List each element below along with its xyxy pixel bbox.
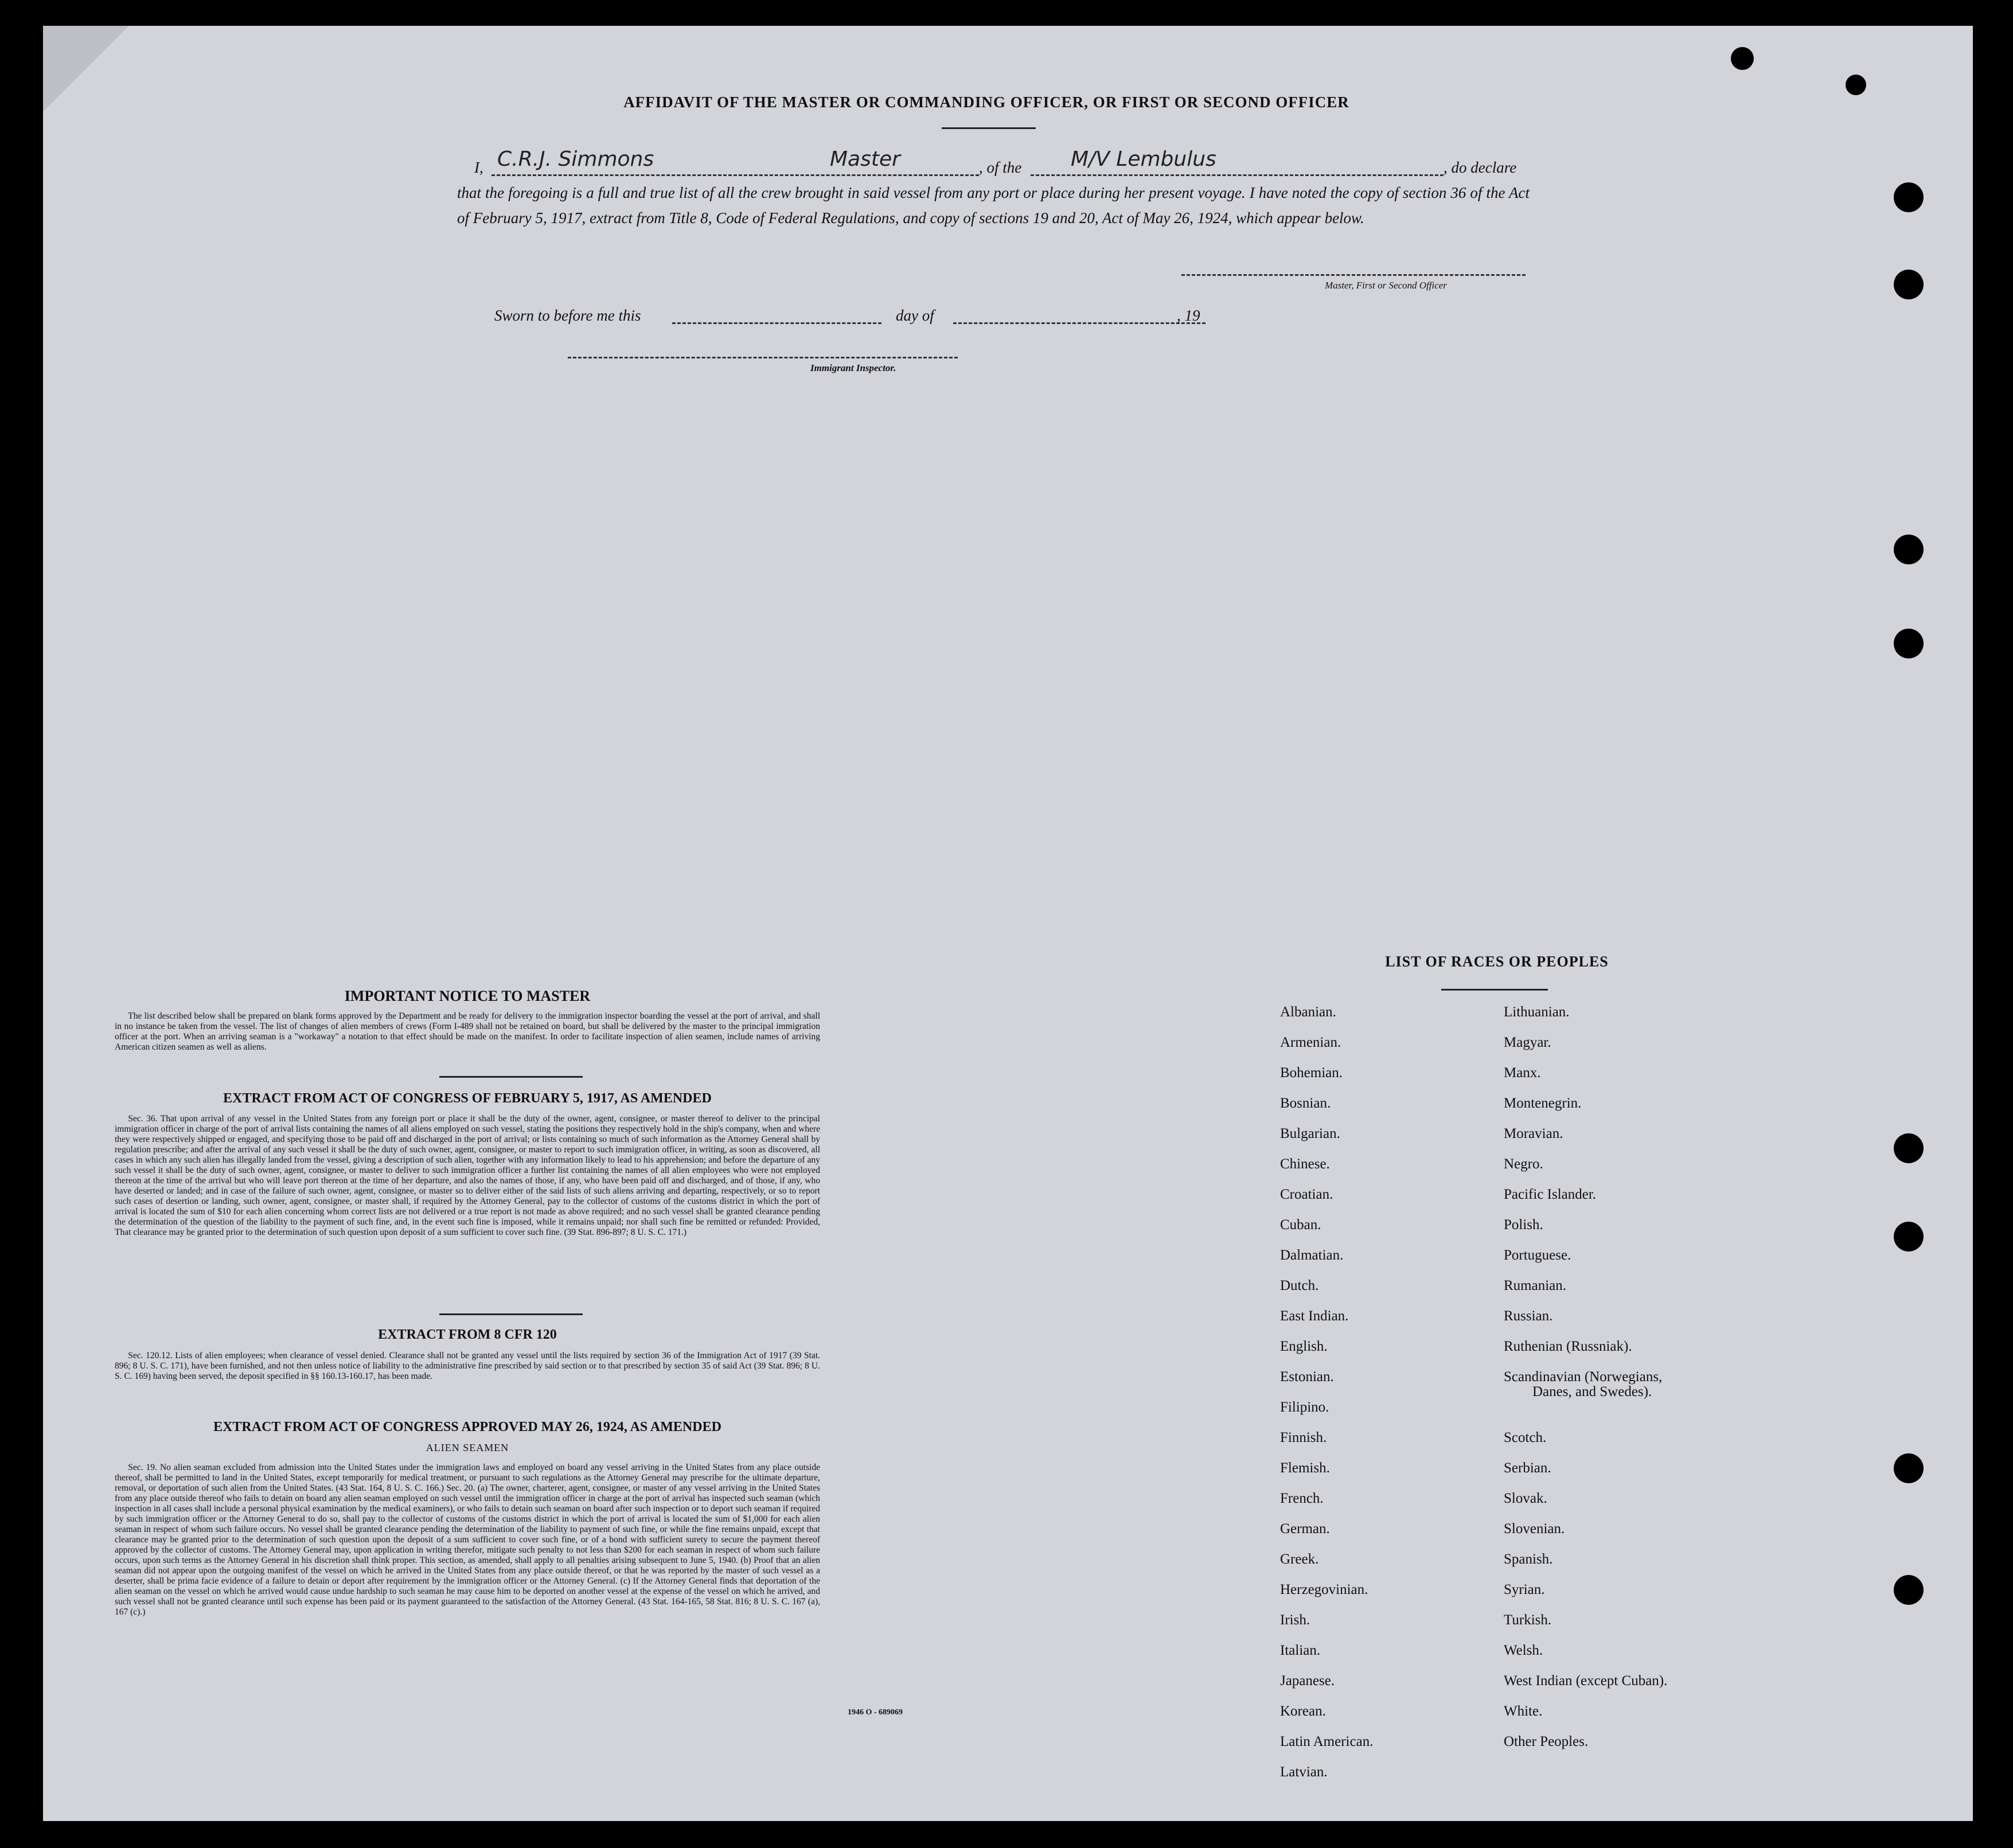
race-item: Albanian. — [1280, 1004, 1336, 1020]
race-item: West Indian (except Cuban). — [1504, 1673, 1668, 1689]
races-title-rule — [1441, 989, 1548, 991]
prefix: I, — [474, 159, 483, 176]
print-code: 1946 O - 689069 — [848, 1708, 903, 1717]
race-item: Rumanian. — [1504, 1278, 1567, 1293]
extract-1917-title: EXTRACT FROM ACT OF CONGRESS OF FEBRUARY 5, 1917, AS AMENDED — [223, 1091, 712, 1106]
sworn-month-line — [953, 322, 1206, 324]
sworn-day-line — [672, 322, 881, 324]
race-item: East Indian. — [1280, 1308, 1349, 1324]
binder-hole — [1894, 629, 1924, 658]
race-item: Bohemian. — [1280, 1065, 1343, 1081]
notice-body: The list described below shall be prepared on blank forms approved by the Department and be ready for delivery to the immigration inspector boarding the vessel at the port of arrival, and shall in no instance be taken from the vessel. The list of changes of alien members of crews (Form I-489 shall not be retained on board, but shall be delivered by the master to the principal immigration officer at the port. When an arriving seaman is a "workaway" a notation to that effect should be made on the manifest. In order to facilitate inspection of alien seamen, include names of arriving American citizen seamen as well as aliens. — [115, 1011, 820, 1052]
officer-name: C.R.J. Simmons — [497, 147, 654, 171]
binder-hole — [1894, 1222, 1924, 1252]
of-the: , of the — [979, 159, 1022, 176]
extract-1924-body: Sec. 19. No alien seaman excluded from admission into the United States under the immigration laws and employed on board any vessel arriving in the United States from any place outside thereof, shall be permitted to land in the United States, except temporarily for medical treatment, or pursuant to such regulations as the Attorney General may prescribe for the ultimate departure, removal, or deportation of such alien from the United States. (43 Stat. 164, 8 U. S. C. 166.) Sec. 20. (a) The owner, charterer, agent, consignee, or master of any vessel arriving in the United States from any place outside thereof who fails to detain on board any alien seaman employed on such vessel until the immigration officer in charge at the port of arrival has inspected such seaman (which inspection in all cases shall include a personal physical examination by the medical examiners), or who fails to detain such seaman on board after such inspection or to deport such seaman if required by such immigration officer or the Attorney General to do so, shall pay to the collector of customs of the customs district in which the port of arrival is located the sum of $1,000 for each alien seaman in respect of whom such failure occurs. No vessel shall be granted clearance pending the determination of the liability to payment of such fine, or while the fine remains unpaid, except that clearance may be granted prior to the determination of such question upon the deposit of a sum sufficient to cover such fine, or of a bond with sufficient surety to secure the payment thereof approved by the collector of customs. The Attorney General may, upon application in writing therefor, mitigate such penalty to not less than $200 for each seaman in respect of whom such failure occurs, upon such terms as the Attorney General in his discretion shall think proper. This section, as amended, shall apply to all penalties arising subsequent to June 5, 1940. (b) Proof that an alien seaman did not appear upon the outgoing manifest of the vessel on which he arrived in the United States from any place outside thereof, or that he was reported by the master of such vessel as a deserter, shall be prima facie evidence of a failure to detain or deport after requirement by the immigration officer or the Attorney General. (c) If the Attorney General finds that deportation of the alien seaman on the vessel on which he arrived would cause undue hardship to such seaman he may cause him to be deported on another vessel at the expense of the vessel on which he arrived, and such vessel shall not be granted clearance until such expense has been paid or its payment guaranteed to the satisfaction of the Attorney General. (43 Stat. 164-165, 58 Stat. 816; 8 U. S. C. 167 (a), 167 (c).) — [115, 1463, 820, 1617]
signature-line — [1181, 274, 1526, 276]
race-item: Montenegrin. — [1504, 1095, 1582, 1111]
race-item: Manx. — [1504, 1065, 1541, 1081]
binder-hole — [1731, 47, 1754, 70]
race-item: Flemish. — [1280, 1460, 1330, 1476]
race-item: Estonian. — [1280, 1369, 1334, 1385]
section-rule — [439, 1076, 583, 1078]
inspector-caption: Immigrant Inspector. — [810, 362, 896, 373]
race-item: Croatian. — [1280, 1187, 1333, 1202]
sworn-line — [494, 303, 1251, 330]
binder-hole — [1894, 270, 1924, 299]
extract-1917-body: Sec. 36. That upon arrival of any vessel in the United States from any foreign port or place it shall be the duty of the owner, agent, consignee, or master thereof to deliver to the principal immigration officer in charge of the port of arrival lists containing the names of all aliens employed on such vessel, stating the positions they respectively hold in the ship's company, when and where they were respectively shipped or engaged, and specifying those to be paid off and discharged in the port of arrival; or lists containing so much of such information as the Attorney General shall by regulation prescribe; and after the arrival of any such vessel it shall be the duty of such owner, agent, consignee, or master to report to such immigration officer, in writing, as soon as discovered, all cases in which any such alien has illegally landed from the vessel, giving a description of such alien, together with any information likely to lead to his apprehension; and before the departure of any such vessel it shall be the duty of such owner, agent, consignee, or master to deliver to such immigration officer a further list containing the names of all alien employees who were not employed thereon at the time of the arrival but who will leave port thereon at the time of her departure, and also the names of those, if any, who have been paid off and discharged, and of those, if any, who have deserted or landed; and in case of the failure of such owner, agent, consignee, or master so to deliver either of the said lists of such aliens arriving and departing, respectively, or so to report such cases of desertion or landing, such owner, agent, consignee, or master shall, if required by the Attorney General, pay to the collector of customs of the customs district in which the port of arrival is located the sum of $10 for each alien concerning whom correct lists are not delivered or a true report is not made as above required; and no such vessel shall be granted clearance pending the determination of the question of the liability to the payment of such fine, and, in the event such fine is imposed, while it remains unpaid; nor shall such fine be remitted or refunded: Provided, That clearance may be granted prior to the determination of such question upon deposit of a sum sufficient to cover such fine. (39 Stat. 896-897; 8 U. S. C. 171.) — [115, 1114, 820, 1237]
race-item: Bosnian. — [1280, 1095, 1331, 1111]
sworn-text: Sworn to before me this — [494, 307, 641, 324]
race-item: Portuguese. — [1504, 1247, 1571, 1263]
vessel-line — [1031, 174, 1444, 176]
race-item: Cuban. — [1280, 1217, 1321, 1233]
race-item: Scotch. — [1504, 1430, 1547, 1445]
race-item: Latvian. — [1280, 1764, 1328, 1780]
race-item: Latin American. — [1280, 1734, 1374, 1749]
section-rule — [439, 1313, 583, 1315]
race-item: Russian. — [1504, 1308, 1553, 1324]
races-title: LIST OF RACES OR PEOPLES — [1385, 953, 1609, 970]
affidavit-title: AFFIDAVIT OF THE MASTER OR COMMANDING OFFICER, OR FIRST OR SECOND OFFICER — [623, 93, 1349, 111]
race-item: Bulgarian. — [1280, 1126, 1340, 1141]
race-item: Chinese. — [1280, 1156, 1330, 1172]
day-of-text: day of — [896, 307, 934, 324]
extract-cfr-title: EXTRACT FROM 8 CFR 120 — [378, 1327, 557, 1342]
race-item: Syrian. — [1504, 1582, 1545, 1597]
race-item: Finnish. — [1280, 1430, 1327, 1445]
signature-caption: Master, First or Second Officer — [1325, 280, 1447, 291]
race-item: German. — [1280, 1521, 1330, 1537]
race-item: Armenian. — [1280, 1035, 1341, 1050]
race-item: Slovak. — [1504, 1491, 1547, 1506]
vessel-name: M/V Lembulus — [1071, 147, 1216, 171]
binder-hole — [1894, 182, 1924, 212]
race-item: Negro. — [1504, 1156, 1543, 1172]
binder-hole — [1894, 1133, 1924, 1163]
affidavit-declaration: that the foregoing is a full and true list of all the crew brought in said vessel from any port or place during her present voyage. I have noted the copy of section 36 of the Act of February 5, 1917, extract from Title 8, Code of Federal Regulations, and copy of sections 19 and 20, Act of May 26, 1924, which appear below. — [457, 184, 1530, 227]
race-item: Korean. — [1280, 1703, 1326, 1719]
race-item: Danes, and Swedes). — [1532, 1384, 1652, 1399]
folded-corner — [43, 26, 129, 112]
race-item: Irish. — [1280, 1612, 1310, 1628]
race-item: Polish. — [1504, 1217, 1543, 1233]
race-item: French. — [1280, 1491, 1324, 1506]
race-item: Turkish. — [1504, 1612, 1552, 1628]
binder-hole — [1894, 1575, 1924, 1605]
extract-1924-subtitle: ALIEN SEAMEN — [426, 1442, 509, 1453]
race-item: Welsh. — [1504, 1643, 1543, 1658]
binder-hole — [1894, 1453, 1924, 1483]
race-item: Spanish. — [1504, 1551, 1553, 1567]
race-item: White. — [1504, 1703, 1543, 1719]
year-text: , 19 — [1177, 307, 1200, 324]
name-line — [491, 174, 979, 176]
extract-1924-title: EXTRACT FROM ACT OF CONGRESS APPROVED MAY 26, 1924, AS AMENDED — [213, 1420, 721, 1434]
race-item: Magyar. — [1504, 1035, 1551, 1050]
race-item: Herzegovinian. — [1280, 1582, 1368, 1597]
inspector-line — [568, 357, 958, 358]
race-item: Other Peoples. — [1504, 1734, 1589, 1749]
race-item: Scandinavian (Norwegians, — [1504, 1369, 1663, 1385]
race-item: Serbian. — [1504, 1460, 1551, 1476]
race-item: Italian. — [1280, 1643, 1321, 1658]
notice-title: IMPORTANT NOTICE TO MASTER — [344, 988, 591, 1004]
race-item: Dalmatian. — [1280, 1247, 1344, 1263]
affidavit-line1 — [457, 147, 1535, 181]
race-item: Greek. — [1280, 1551, 1319, 1567]
race-item: Pacific Islander. — [1504, 1187, 1597, 1202]
race-item: Japanese. — [1280, 1673, 1335, 1689]
binder-hole — [1846, 75, 1866, 95]
race-item: Slovenian. — [1504, 1521, 1565, 1537]
race-item: Dutch. — [1280, 1278, 1319, 1293]
race-item: Filipino. — [1280, 1399, 1329, 1415]
race-item: English. — [1280, 1339, 1328, 1354]
do-declare: , do declare — [1444, 159, 1517, 176]
title-rule — [942, 127, 1036, 129]
officer-rank: Master — [830, 147, 900, 171]
race-item: Lithuanian. — [1504, 1004, 1570, 1020]
race-item: Moravian. — [1504, 1126, 1563, 1141]
race-item: Ruthenian (Russniak). — [1504, 1339, 1632, 1354]
binder-hole — [1894, 535, 1924, 564]
extract-cfr-body: Sec. 120.12. Lists of alien employees; when clearance of vessel denied. Clearance shall not be granted any vessel until the lists required by section 36 of the Immigration Act of 1917 (39 Stat. 896; 8 U. S. C. 171), have been furnished, and not then unless notice of liability to the administrative fine prescribed by said section or to that prescribed by section 35 of said Act (39 Stat. 896; 8 U. S. C. 169) having been served, the deposit specified in §§ 160.13-160.17, has been made. — [115, 1351, 820, 1381]
